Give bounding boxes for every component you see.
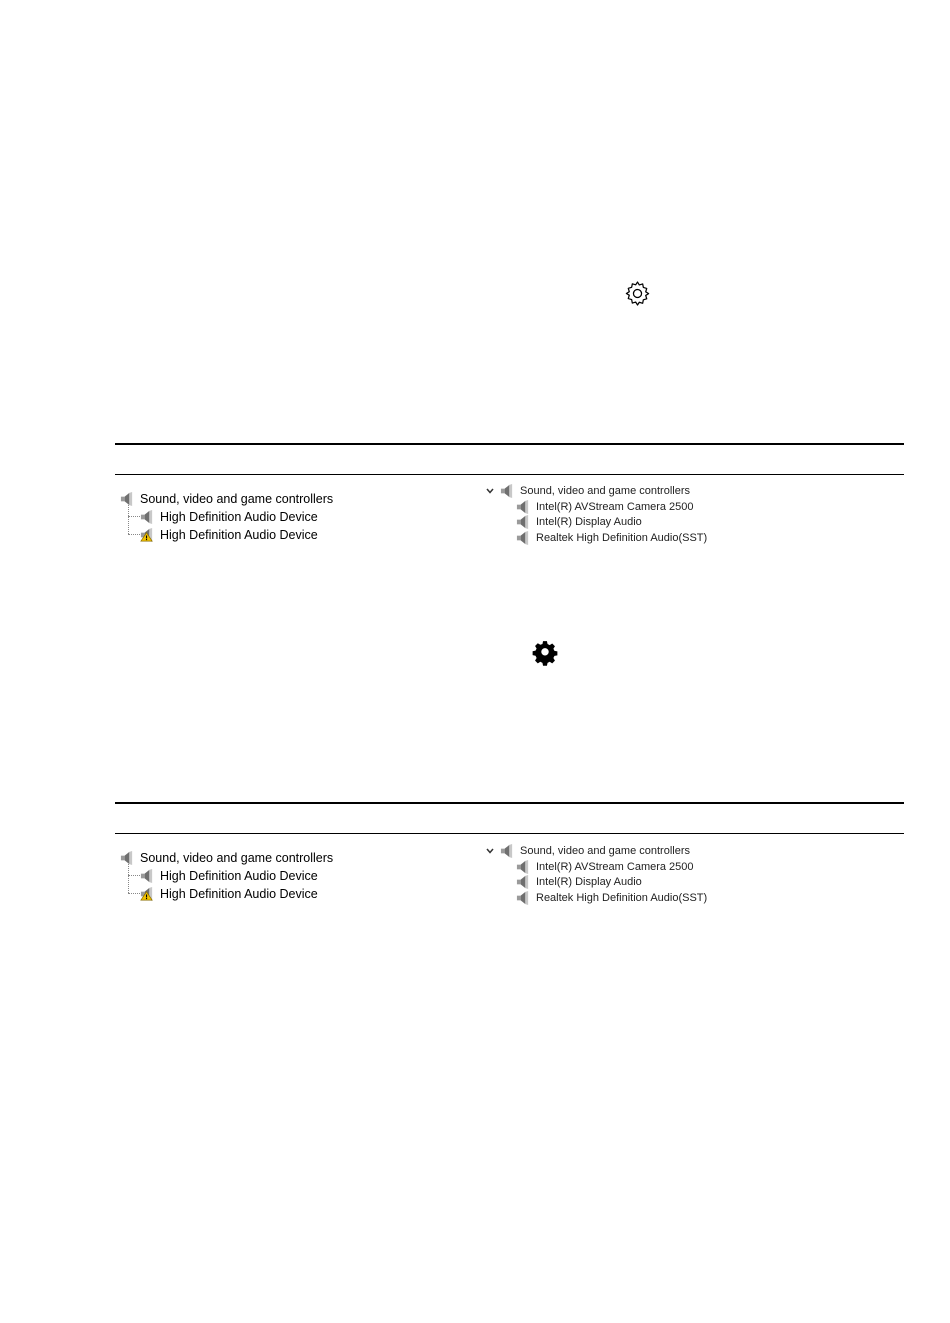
speaker-icon — [120, 851, 134, 865]
speaker-icon — [500, 484, 514, 498]
speaker-icon — [140, 869, 154, 883]
speaker-icon — [516, 515, 530, 529]
category-label: Sound, video and game controllers — [520, 485, 690, 497]
table-header-rule — [115, 833, 904, 834]
tree-device-item[interactable] — [140, 885, 318, 903]
device-label: Intel(R) Display Audio — [536, 516, 642, 528]
tree-device-item[interactable] — [516, 529, 707, 547]
table-top-rule — [115, 443, 904, 445]
device-label: High Definition Audio Device — [160, 510, 318, 524]
table-header-rule — [115, 474, 904, 475]
category-label: Sound, video and game controllers — [140, 492, 334, 506]
tree-category-sound[interactable] — [120, 490, 333, 508]
speaker-icon — [516, 875, 530, 889]
speaker-warning-icon — [140, 887, 154, 901]
speaker-icon — [140, 510, 154, 524]
table-top-rule — [115, 802, 904, 804]
speaker-icon — [500, 844, 514, 858]
category-label: Sound, video and game controllers — [520, 845, 690, 857]
speaker-icon — [516, 891, 530, 905]
device-label: Intel(R) AVStream Camera 2500 — [536, 861, 694, 873]
gear-solid-icon — [532, 640, 558, 666]
speaker-warning-icon — [140, 528, 154, 542]
tree-device-item[interactable] — [516, 889, 707, 907]
device-label: High Definition Audio Device — [160, 887, 318, 901]
device-label: Realtek High Definition Audio(SST) — [536, 532, 708, 544]
chevron-down-icon[interactable] — [484, 846, 496, 856]
tree-device-item[interactable] — [140, 526, 318, 544]
device-label: Intel(R) Display Audio — [536, 876, 642, 888]
device-tree-after — [484, 842, 844, 908]
tree-device-item[interactable] — [140, 867, 318, 885]
device-label: Realtek High Definition Audio(SST) — [536, 892, 708, 904]
gear-outline-icon — [624, 280, 651, 307]
speaker-icon — [120, 492, 134, 506]
chevron-down-icon[interactable] — [484, 486, 496, 496]
device-tree-before — [118, 488, 458, 548]
device-tree-after — [484, 482, 844, 548]
device-tree-before — [118, 847, 458, 907]
tree-category-sound[interactable] — [120, 849, 333, 867]
speaker-icon — [516, 860, 530, 874]
tree-device-item[interactable] — [140, 508, 318, 526]
device-label: Intel(R) AVStream Camera 2500 — [536, 501, 694, 513]
speaker-icon — [516, 500, 530, 514]
speaker-icon — [516, 531, 530, 545]
device-label: High Definition Audio Device — [160, 869, 318, 883]
category-label: Sound, video and game controllers — [140, 851, 334, 865]
device-label: High Definition Audio Device — [160, 528, 318, 542]
